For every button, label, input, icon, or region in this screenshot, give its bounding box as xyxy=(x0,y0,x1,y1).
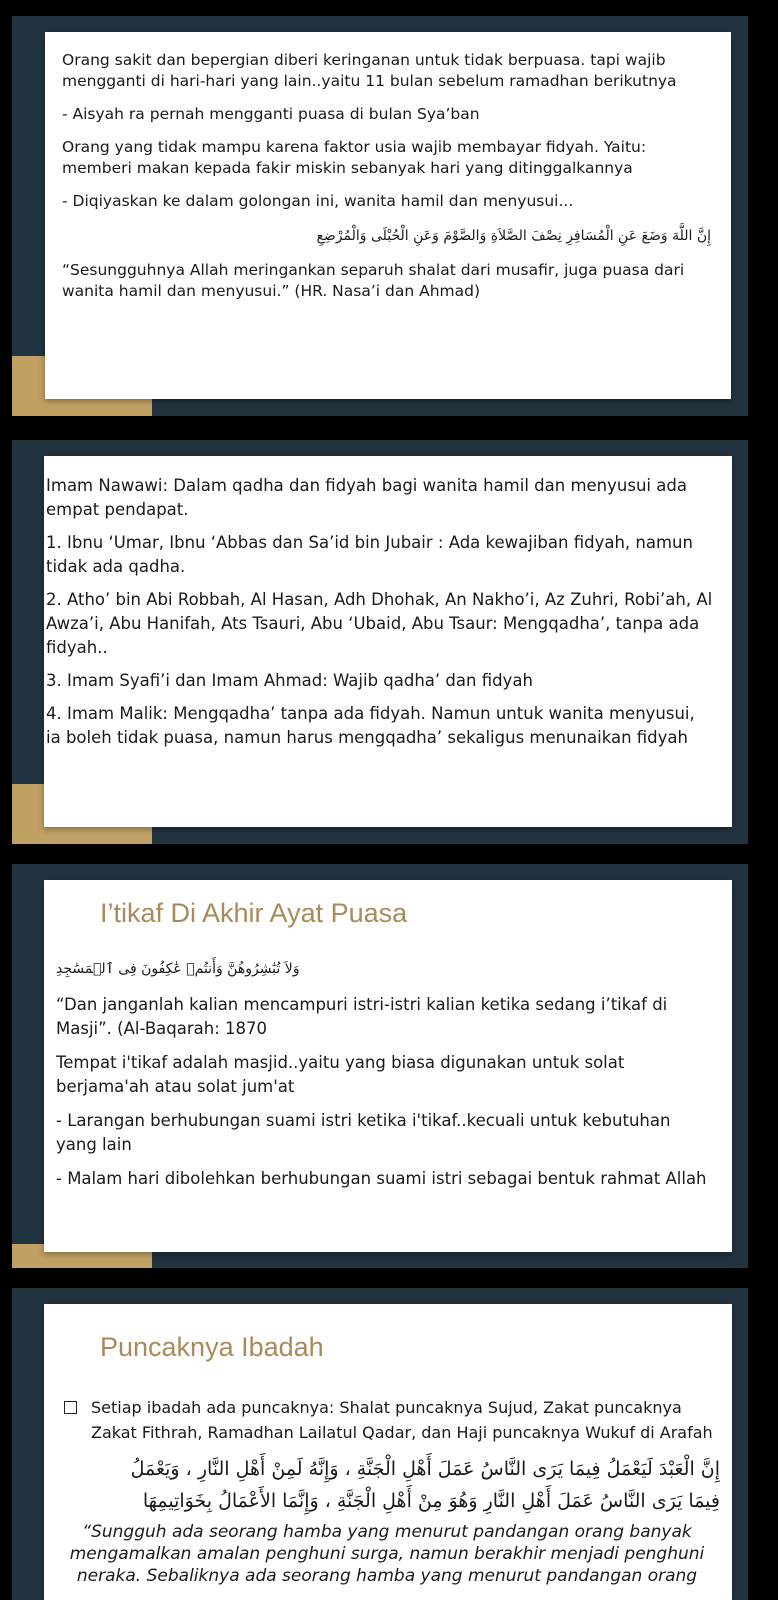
slide-3-card xyxy=(44,880,732,1252)
itikaf-place: Tempat i'tikaf adalah masjid..yaitu yang biasa digunakan untuk solat berjama'ah atau solat jum'at xyxy=(56,1053,625,1096)
hadith-quote: “Sungguh ada seorang hamba yang menurut pandangan orang banyak mengamalkan amalan penghuni surga, namun berakhir menjadi penghuni neraka. Sebaliknya ada seorang hamba yang menurut pandangan orang xyxy=(69,1522,705,1586)
paragraph-elderly-fidyah: Orang yang tidak mampu karena faktor usia wajib membayar fidyah. Yaitu: memberi makan kepada fakir miskin sebanyak hari yang ditinggalkannya xyxy=(62,138,647,177)
arabic-hadith-line-1: إِنَّ الْعَبْدَ لَيَعْمَلُ فِيمَا يَرَى النَّاسُ عَمَلَ أَهْلِ الْجَنَّةِ ، وَإِنَّهُ لَمِنْ أَهْلِ النَّارِ ، وَيَعْمَلُ xyxy=(130,1458,720,1480)
opinion-4: 4. Imam Malik: Mengqadha’ tanpa ada fidyah. Namun untuk wanita menyusui, ia boleh tidak puasa, namun harus mengqadha’ sekaligus menunaikan fidyah xyxy=(46,704,695,747)
arabic-hadith-line-2: فِيمَا يَرَى النَّاسُ عَمَلَ أَهْلِ النَّارِ وَهُوَ مِنْ أَهْلِ الْجَنَّةِ ، وَإِنَّمَا الأَعْمَالُ بِخَوَاتِيمِهَا xyxy=(142,1490,720,1512)
bullet-item xyxy=(54,1395,720,1453)
slide-4-card xyxy=(44,1304,732,1600)
hadith-translation: “Sesungguhnya Allah meringankan separuh shalat dari musafir, juga puasa dari wanita hamil dan menyusui.” (HR. Nasa’i dan Ahmad) xyxy=(62,261,685,300)
paragraph-sick-travel: Orang sakit dan bepergian diberi keringanan untuk tidak berpuasa. tapi wajib mengganti di hari-hari yang lain..yaitu 11 bulan sebelum ramadhan berikutnya xyxy=(62,51,677,90)
paragraph-qiyas: - Diqiyaskan ke dalam golongan ini, wanita hamil dan menyusui... xyxy=(62,192,574,210)
itikaf-prohibition: - Larangan berhubungan suami istri ketika i'tikaf..kecuali untuk kebutuhan yang lain xyxy=(56,1111,671,1154)
paragraph-aisyah: - Aisyah ra pernah mengganti puasa di bulan Sya’ban xyxy=(62,105,480,123)
opinion-1: 1. Ibnu ‘Umar, Ibnu ‘Abbas dan Sa’id bin Jubair : Ada kewajiban fidyah, namun tidak ada qadha. xyxy=(46,533,693,576)
itikaf-night: - Malam hari dibolehkan berhubungan suami istri sebagai bentuk rahmat Allah xyxy=(56,1169,707,1188)
opinion-2: 2. Atho’ bin Abi Robbah, Al Hasan, Adh Dhohak, An Nakho’i, Az Zuhri, Robi’ah, Al Awza’i, Abu Hanifah, Ats Tsauri, Abu ‘Ubaid, Abu Tsaur: Mengqadha’, tanpa ada fidyah.. xyxy=(46,590,713,657)
arabic-ayat: وَلاَ تُبَٰشِرُوهُنَّ وَأَنتُمۡ عَٰكِفُونَ فِى ٱلۡمَسَٰجِدِ xyxy=(56,961,300,977)
nawawi-intro: Imam Nawawi: Dalam qadha dan fidyah bagi wanita hamil dan menyusui ada empat pendapat. xyxy=(46,476,687,519)
checkbox-bullet-icon xyxy=(64,1401,77,1414)
arabic-hadith: إِنَّ اللَّهَ وَضَعَ عَنِ الْمُسَافِرِ نِصْفَ الصَّلاَةِ وَالصَّوْمَ وَعَنِ الْحُبْلَى وَالْمُرْضِعِ xyxy=(316,228,711,244)
slide-3-title: I’tikaf Di Akhir Ayat Puasa xyxy=(100,898,408,928)
ayat-translation: “Dan janganlah kalian mencampuri istri-istri kalian ketika sedang i’tikaf di Masji”. (Al-Baqarah: 1870 xyxy=(56,995,668,1038)
slide-2-card xyxy=(44,456,732,827)
slide-4 xyxy=(12,1288,748,1600)
opinion-3: 3. Imam Syafi’i dan Imam Ahmad: Wajib qadha’ dan fidyah xyxy=(46,671,533,690)
slide-1 xyxy=(12,16,748,416)
bullet-text: Setiap ibadah ada puncaknya: Shalat puncaknya Sujud, Zakat puncaknya Zakat Fithrah, Ramadhan Lailatul Qadar, dan Haji puncaknya Wukuf di Arafah xyxy=(91,1398,713,1442)
slide-4-title: Puncaknya Ibadah xyxy=(100,1332,324,1362)
slide-1-card xyxy=(45,32,731,399)
slide-3 xyxy=(12,864,748,1268)
slide-2 xyxy=(12,440,748,844)
